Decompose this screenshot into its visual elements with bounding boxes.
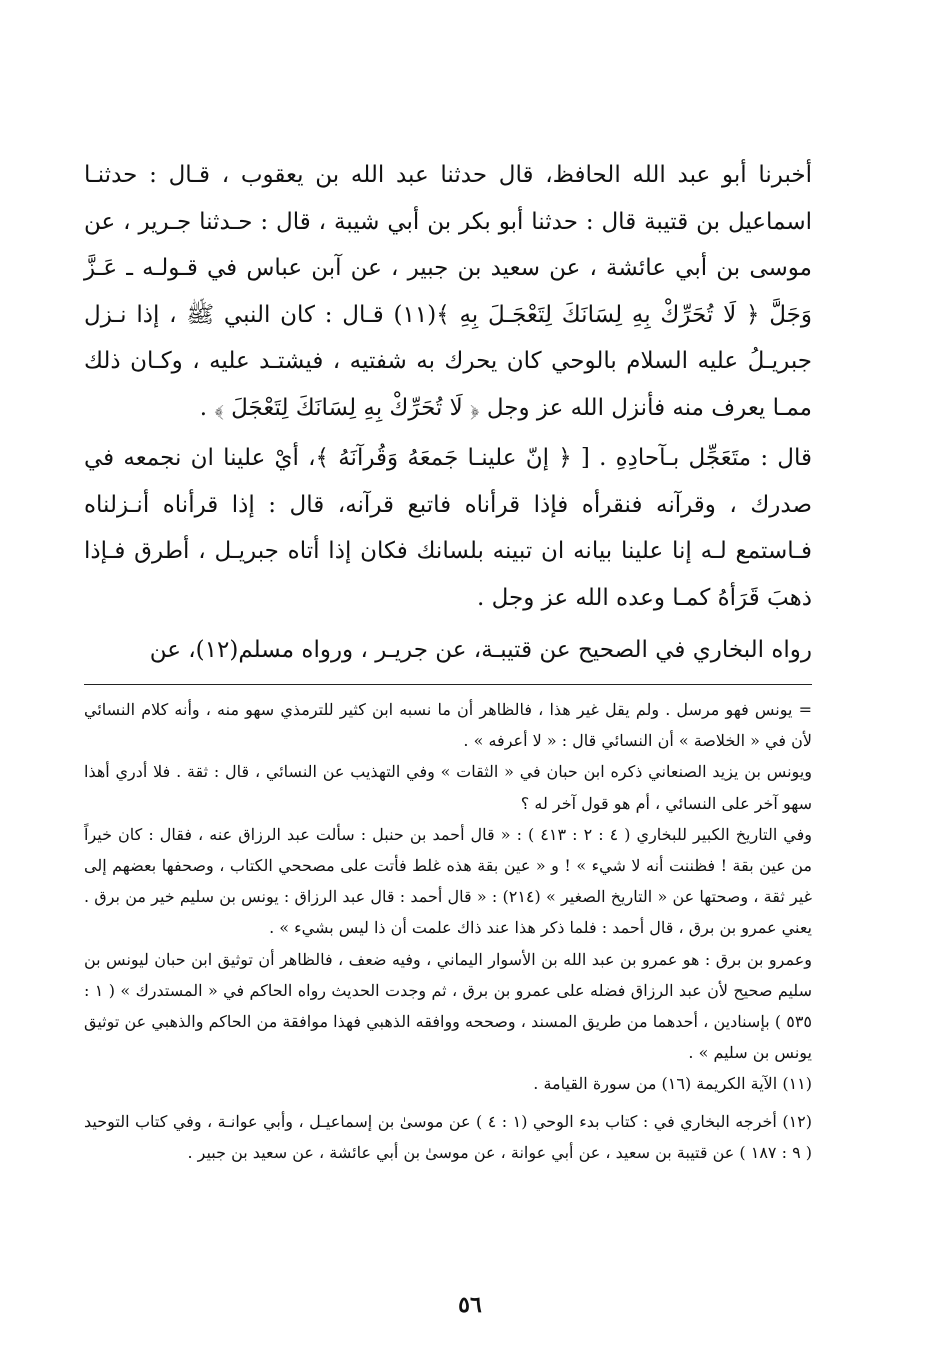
main-text: [84, 152, 812, 674]
main-paragraph: أخبرنا أبو عبد الله الحافظ، قال حدثنا عبد الله بن يعقوب ، قـال : حدثنـا اسماعيل بن قتيبة قال : حدثنا أبو بكر بن أبي شيبة ، قال : حـدثنا جـرير ، عن موسى بن أبي عائشة ، عن سعيد بن جبير ، عن آبن عباس في قـولـه ـ عَـزَّ وَجَلَّ ﴿ لَا تُحَرِّكْ بِهِ لِسَانَكَ لِتَعْجَـلَ بِهِ ﴾(١١) قـال : كان النبي ﷺ ، إذا نـزل جبريـلُ عليه السلام بالوحي كان يحرك به شفتيه ، فيشتـد عليه ، وكـان ذلك ممـا يعرف منه فأنزل الله عز وجل ﴿ لَا تُحَرِّكْ بِهِ لِسَانَكَ لِتَعْجَلَ ﴾ .: [84, 162, 812, 421]
footnote-divider: [84, 684, 812, 685]
footnote-12: (١٢) أخرجه البخاري في : كتاب بدء الوحي (١ : ٤ ) عن موسىٰ بن إسماعيـل ، وأبي عوانـة ، وفي كتاب التوحيد ( ٩ : ١٨٧ ) عن قتيبة بن سعيد ، عن أبي عوانة ، عن موسىٰ بن أبي عائشة ، عن سعيد بن جبير .: [84, 1111, 813, 1162]
footnote-continuation: وفي التاريخ الكبير للبخاري ( ٤ : ٢ : ٤١٣ ) : « قال أحمد بن حنبل : سألت عبد الرزاق عنه ، فقال : كان خيراً من عين بقة ! فظننت أنه لا شيء » ! و « عين بقة هذه غلط فأتت على مصححي الكتاب ، وصحفها بعضهم إلى غير ثقة ، وصحتها عن « التاريخ الصغير » (٢١٤) : « قال أحمد : قال عبد الرزاق : يونس بن سليم خير من برق . يعني عمرو بن برق ، قال أحمد : فلما ذكر هذا عند ذاك علمت أن ذا ليس بشيء » .: [84, 824, 813, 938]
footnote-continuation: وعمرو بن برق : هو عمرو بن عبد الله بن الأسوار اليماني ، وفيه ضعف ، فالظاهر أن توثيق ابن حبان ليونس بن سليم صحيح لأن عبد الرزاق فضله على عمرو بن برق ، ثم وجدت الحديث رواه الحاكم في « المستدرك » ( ١ : ٥٣٥ ) بإسنادين ، أحدهما من طريق المسند ، وصححه ووافقه الذهبي فهذا موافقة من الحاكم والذهبي عن توثيق يونس بن سليم » .: [84, 949, 813, 1063]
main-paragraph: رواه البخاري في الصحيح عن قتيبـة، عن جريـر ، ورواه مسلم(١٢)، عن: [149, 637, 812, 663]
footnote-continuation: = يونس فهو مرسل . ولم يقل غير هذا ، فالظاهر أن ما نسبه ابن كثير للترمذي سهو منه ، وأنه كلام النسائي لأن في « الخلاصة » أن النسائي قال : « لا أعرفه » .: [84, 700, 812, 751]
main-paragraph: قال : متَعَجِّل بـآحادِهِ . [ ﴿ إنّ علينـا جَمعَهُ وَقُرآنَهُ ﴾، أيْ علينا ان نجمعه في صدرك ، وقرآنه فنقرأه فإذا قرأناه فاتبع قرآنه، قال : إذا قرأناه أنـزلناه فـاستمع لـه إنا علينا بيانه ان تبينه بلسانك فكان إذا أتاه جبريـل ، أطرق فـإذا ذهبَ قَرَأهُ كمـا وعده الله عز وجل .: [84, 445, 812, 611]
footnotes: [84, 694, 812, 1168]
page-number: ٥٦: [458, 1292, 482, 1318]
footnote-continuation: ويونس بن يزيد الصنعاني ذكره ابن حبان في « الثقات » وفي التهذيب عن النسائي ، قال : ثقة . فلا أدري أهذا سهو آخر على النسائي ، أم هو قول آخر له ؟: [84, 762, 812, 813]
footnote-11: (١١) الآية الكريمة (١٦) من سورة القيامة .: [533, 1074, 812, 1094]
